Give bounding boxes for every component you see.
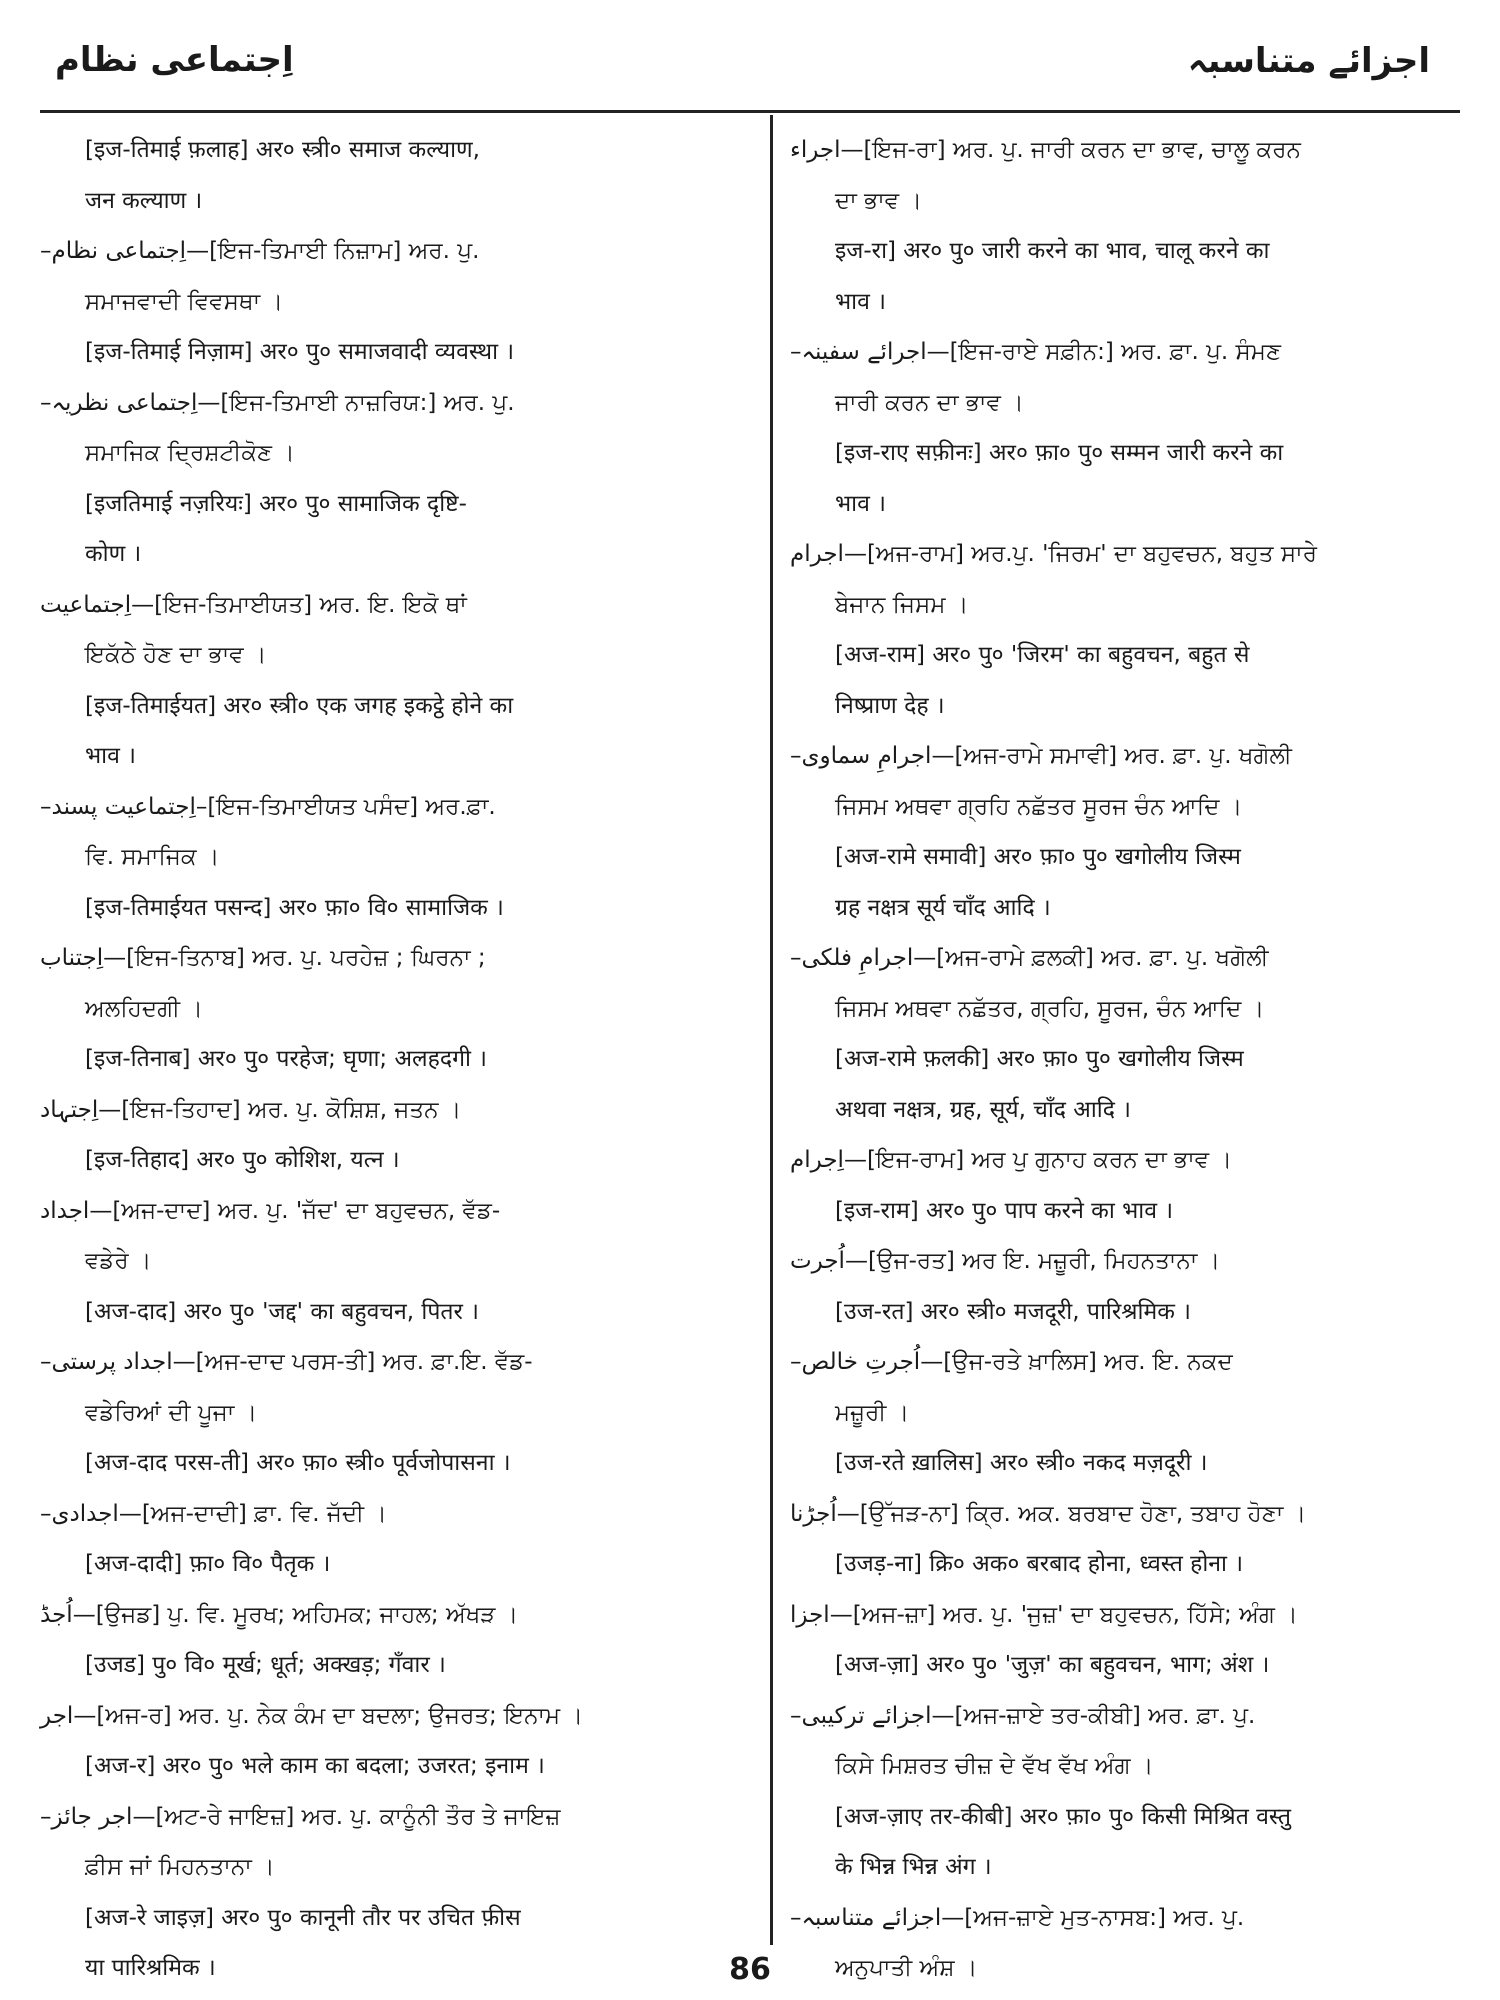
- entry-line: –اجزائے ترکیبی—[ਅਜ-ਜ਼ਾਏ ਤਰ-ਕੀਬੀ] ਅਰ. ਫ਼ਾ. ਪੁ.: [790, 1702, 1256, 1729]
- entry-line: –اجر جائز—[ਅਟ-ਰੇ ਜਾਇਜ਼] ਅਰ. ਪੁ. ਕਾਨੂੰਨੀ ਤੌਰ ਤੇ ਜਾਇਜ਼: [40, 1803, 561, 1830]
- entry-line: इज-रा] अर० पु० जारी करने का भाव, चालू करने का: [835, 238, 1270, 264]
- entry-line: अथवा नक्षत्र, ग्रह, सूर्य, चाँद आदि ।: [835, 1096, 1132, 1123]
- dictionary-entry: [40, 1186, 750, 1287]
- entry-line: اِجتہاد—[ਇਜ-ਤਿਹਾਦ] ਅਰ. ਪੁ. ਕੋਸ਼ਿਸ਼, ਜਤਨ ।: [40, 1096, 462, 1123]
- entry-line: اُجرت—[ਉਜ-ਰਤ] ਅਰ ਇ. ਮਜ਼ੂਰੀ, ਮਿਹਨਤਾਨਾ ।: [790, 1248, 1221, 1274]
- running-head-left: اِجتماعی نظام: [55, 40, 294, 80]
- hindi-gloss: [790, 630, 1460, 731]
- entry-line: –اِجتماعیت پسند–[ਇਜ-ਤਿਮਾਈਯਤ ਪਸੰਦ] ਅਰ.ਫ਼ਾ.: [40, 793, 496, 820]
- entry-line: –اجدادی—[ਅਜ-ਦਾਦੀ] ਫ਼ਾ. ਵਿ. ਜੱਦੀ ।: [40, 1500, 387, 1527]
- entry-line: –اجزائے متناسبہ—[ਅਜ-ਜ਼ਾਏ ਮੁਤ-ਨਾਸਬ:] ਅਰ. ਪੁ.: [790, 1904, 1245, 1931]
- entry-line: भाव ।: [835, 490, 886, 517]
- entry-line: निष्प्राण देह ।: [835, 692, 945, 719]
- page-number: 86: [729, 1952, 771, 1987]
- entry-line: اِجرام—[ਇਜ-ਰਾਮ] ਅਰ ਪੁ ਗੁਨਾਹ ਕਰਨ ਦਾ ਭਾਵ ।: [790, 1147, 1232, 1173]
- dictionary-entry: [790, 1337, 1460, 1438]
- entry-line: ਮਜ਼ੂਰੀ ।: [835, 1399, 910, 1426]
- hindi-gloss: [40, 1741, 750, 1792]
- entry-line: –اِجتماعی نظریہ—[ਇਜ-ਤਿਮਾਈ ਨਾਜ਼ਰਿਯ:] ਅਰ. ਪੁ.: [40, 389, 515, 416]
- dictionary-entry: [40, 933, 750, 1034]
- entry-line: ਇਕੱਠੇ ਹੋਣ ਦਾ ਭਾਵ ।: [85, 642, 267, 668]
- hindi-gloss: [40, 327, 750, 378]
- dictionary-entry: [40, 1590, 750, 1641]
- hindi-gloss: [40, 1287, 750, 1338]
- entry-line: –اُجرتِ خالص—[ਉਜ-ਰਤੇ ਖ਼ਾਲਿਸ] ਅਰ. ਇ. ਨਕਦ: [790, 1349, 1233, 1375]
- entry-line: [अज-दादी] फ़ा० वि० पैतृक ।: [85, 1551, 331, 1577]
- entry-line: ਫ਼ੀਸ ਜਾਂ ਮਿਹਨਤਾਨਾ ।: [85, 1854, 275, 1880]
- entry-line: اجداد—[ਅਜ-ਦਾਦ] ਅਰ. ਪੁ. 'ਜੱਦ' ਦਾ ਬਹੁਵਚਨ, ਵੱਡ-: [40, 1197, 501, 1224]
- hindi-gloss: [790, 1792, 1460, 1893]
- hindi-gloss: [40, 125, 750, 226]
- dictionary-entry: [40, 1337, 750, 1438]
- dictionary-entry: [40, 1792, 750, 1893]
- entry-line: ਦਾ ਭਾਵ ।: [835, 187, 923, 214]
- entry-line: या पारिश्रमिक ।: [85, 1955, 216, 1981]
- entry-line: ਜਿਸਮ ਅਥਵਾ ਨਛੱਤਰ, ਗ੍ਰਹਿ, ਸੂਰਜ, ਚੰਨ ਆਦਿ ।: [835, 995, 1265, 1022]
- entry-line: [इज-तिमाईयत] अर० स्त्री० एक जगह इकट्ठे होने का: [85, 692, 514, 719]
- hindi-gloss: [790, 1186, 1460, 1237]
- entry-line: ਵਡੇਰੇ ।: [85, 1248, 152, 1274]
- entry-line: ਸਮਾਜਿਕ ਦ੍ਰਿਸ਼ਟੀਕੋਣ ।: [85, 440, 295, 466]
- entry-line: ਵਡੇਰਿਆਂ ਦੀ ਪੂਜਾ ।: [85, 1399, 258, 1426]
- dictionary-entry: [790, 1489, 1460, 1540]
- entry-line: [इज-तिनाब] अर० पु० परहेज; घृणा; अलहदगी ।: [85, 1046, 487, 1072]
- dictionary-entry: [790, 1691, 1460, 1792]
- dictionary-entry: [790, 1135, 1460, 1186]
- entry-line: कोण ।: [85, 541, 142, 567]
- entry-line: [इज-तिमाई फ़लाह] अर० स्त्री० समाज कल्याण,: [85, 137, 480, 163]
- entry-line: [इज-राए सफ़ीनः] अर० फ़ा० पु० सम्मन जारी करने का: [835, 440, 1284, 466]
- entry-line: اِجتماعیت—[ਇਜ-ਤਿਮਾਈਯਤ] ਅਰ. ਇ. ਇਕੋ ਥਾਂ: [40, 591, 467, 618]
- dictionary-entry: [790, 1590, 1460, 1641]
- entry-line: [उजड़-ना] क्रि० अक० बरबाद होना, ध्वस्त होना ।: [835, 1551, 1244, 1577]
- hindi-gloss: [40, 1640, 750, 1691]
- column-divider: [770, 115, 773, 1945]
- entry-line: [अज-ज़ाए तर-कीबी] अर० फ़ा० पु० किसी मिश्रित वस्तु: [835, 1803, 1291, 1830]
- hindi-gloss: [40, 1438, 750, 1489]
- entry-line: ਬੇਜਾਨ ਜਿਸਮ ।: [835, 591, 969, 618]
- hindi-gloss: [40, 1539, 750, 1590]
- hindi-gloss: [40, 1034, 750, 1085]
- right-column: [790, 125, 1460, 1981]
- entry-line: [अज-रामे फ़लकी] अर० फ़ा० पु० खगोलीय जिस्म: [835, 1046, 1244, 1072]
- entry-line: ਅਲਹਿਦਗੀ ।: [85, 995, 203, 1022]
- entry-line: اجر—[ਅਜ-ਰ] ਅਰ. ਪੁ. ਨੇਕ ਕੰਮ ਦਾ ਬਦਲਾ; ਉਜਰਤ; ਇਨਾਮ ।: [40, 1702, 584, 1729]
- entry-line: اُجڑنا—[ਉੱਜੜ-ਨਾ] ਕ੍ਰਿ. ਅਕ. ਬਰਬਾਦ ਹੋਣਾ, ਤਬਾਹ ਹੋਣਾ ।: [790, 1500, 1307, 1527]
- entry-line: [इज-तिहाद] अर० पु० कोशिश, यत्न ।: [85, 1147, 400, 1173]
- dictionary-entry: [790, 529, 1460, 630]
- entry-line: اُجڈ—[ਉਜਡ] ਪੁ. ਵਿ. ਮੂਰਖ; ਅਹਿਮਕ; ਜਾਹਲ; ਅੱਖੜ ।: [40, 1601, 519, 1628]
- dictionary-entry: [790, 327, 1460, 428]
- entry-line: [अज-रे जाइज़] अर० पु० कानूनी तौर पर उचित फ़ीस: [85, 1904, 521, 1931]
- entry-line: –اجداد پرستی—[ਅਜ-ਦਾਦ ਪਰਸ-ਤੀ] ਅਰ. ਫ਼ਾ.ਇ. ਵੱਡ-: [40, 1349, 533, 1375]
- entry-line: [अज-दाद] अर० पु० 'जद्द' का बहुवचन, पितर ।: [85, 1298, 479, 1325]
- hindi-gloss: [40, 1135, 750, 1186]
- dictionary-entry: [40, 1489, 750, 1540]
- left-column: [40, 125, 750, 1981]
- entry-line: [उज-रते ख़ालिस] अर० स्त्री० नकद मज़दूरी ।: [835, 1450, 1208, 1476]
- dictionary-entry: [40, 580, 750, 681]
- dictionary-entry: [40, 782, 750, 883]
- dictionary-entry: [790, 125, 1460, 226]
- dictionary-entry: [790, 933, 1460, 1034]
- entry-line: [अज-ज़ा] अर० पु० 'जुज़' का बहुवचन, भाग; अंश ।: [835, 1652, 1270, 1678]
- entry-line: ਕਿਸੇ ਮਿਸ਼ਰਤ ਚੀਜ਼ ਦੇ ਵੱਖ ਵੱਖ ਅੰਗ ।: [835, 1753, 1154, 1779]
- entry-line: ਜਿਸਮ ਅਥਵਾ ਗ੍ਰਹਿ ਨਛੱਤਰ ਸੂਰਜ ਚੰਨ ਆਦਿ ।: [835, 793, 1243, 820]
- entry-line: [इज-तिमाई निज़ाम] अर० पु० समाजवादी व्यवस्था ।: [85, 339, 515, 365]
- dictionary-entry: [40, 226, 750, 327]
- hindi-gloss: [790, 1287, 1460, 1338]
- entry-line: –اجرامِ سماوی—[ਅਜ-ਰਾਮੇ ਸਮਾਵੀ] ਅਰ. ਫ਼ਾ. ਪੁ. ਖਗੋਲੀ: [790, 743, 1292, 769]
- entry-line: اجزا—[ਅਜ-ਜ਼ਾ] ਅਰ. ਪੁ. 'ਜੁਜ਼' ਦਾ ਬਹੁਵਚਨ, ਹਿੱਸੇ; ਅੰਗ ।: [790, 1601, 1298, 1628]
- entry-line: اجراء—[ਇਜ-ਰਾ] ਅਰ. ਪੁ. ਜਾਰੀ ਕਰਨ ਦਾ ਭਾਵ, ਚਾਲੂ ਕਰਨ: [790, 137, 1301, 163]
- entry-line: [इज-राम] अर० पु० पाप करने का भाव ।: [835, 1197, 1174, 1224]
- entry-line: اِجتناب—[ਇਜ-ਤਿਨਾਬ] ਅਰ. ਪੁ. ਪਰਹੇਜ਼ ; ਘਿਰਨਾ ;: [40, 945, 486, 971]
- hindi-gloss: [790, 428, 1460, 529]
- header-rule: [40, 110, 1460, 113]
- entry-line: –اجرامِ فلکی—[ਅਜ-ਰਾਮੇ ਫ਼ਲਕੀ] ਅਰ. ਫ਼ਾ. ਪੁ. ਖਗੋਲੀ: [790, 945, 1269, 971]
- entry-line: [इज-तिमाईयत पसन्द] अर० फ़ा० वि० सामाजिक ।: [85, 894, 504, 921]
- dictionary-entry: [40, 1691, 750, 1742]
- entry-line: जन कल्याण ।: [85, 187, 203, 214]
- entry-line: ਅਨੁਪਾਤੀ ਅੰਸ਼ ।: [835, 1955, 978, 1981]
- entry-line: भाव ।: [85, 743, 136, 769]
- entry-line: ਸਮਾਜਵਾਦੀ ਵਿਵਸਥਾ ।: [85, 288, 283, 315]
- hindi-gloss: [40, 479, 750, 580]
- entry-line: [अज-रामे समावी] अर० फ़ा० पु० खगोलीय जिस्म: [835, 844, 1241, 870]
- entry-line: –اجرائے سفینہ—[ਇਜ-ਰਾਏ ਸਫ਼ੀਨ:] ਅਰ. ਫ਼ਾ. ਪੁ. ਸੰਮਣ: [790, 339, 1281, 365]
- hindi-gloss: [790, 1539, 1460, 1590]
- entry-line: [अज-दाद परस-ती] अर० फ़ा० स्त्री० पूर्वजोपासना ।: [85, 1450, 511, 1476]
- entry-line: –اِجتماعی نظام—[ਇਜ-ਤਿਮਾਈ ਨਿਜ਼ਾਮ] ਅਰ. ਪੁ.: [40, 238, 480, 264]
- hindi-gloss: [790, 832, 1460, 933]
- entry-line: [उज-रत] अर० स्त्री० मजदूरी, पारिश्रमिक ।: [835, 1298, 1191, 1325]
- hindi-gloss: [790, 226, 1460, 327]
- entry-line: [इजतिमाई नज़रियः] अर० पु० सामाजिक दृष्टि-: [85, 490, 467, 517]
- hindi-gloss: [790, 1438, 1460, 1489]
- entry-line: ਜਾਰੀ ਕਰਨ ਦਾ ਭਾਵ ।: [835, 389, 1024, 416]
- entry-line: ग्रह नक्षत्र सूर्य चाँद आदि ।: [835, 894, 1051, 921]
- entry-line: [उजड] पु० वि० मूर्ख; धूर्त; अक्खड़; गँवार ।: [85, 1652, 446, 1678]
- entry-line: اجرام—[ਅਜ-ਰਾਮ] ਅਰ.ਪੁ. 'ਜਿਰਮ' ਦਾ ਬਹੁਵਚਨ, ਬਹੁਤ ਸਾਰੇ: [790, 541, 1317, 567]
- entry-line: भाव ।: [835, 288, 886, 315]
- hindi-gloss: [40, 681, 750, 782]
- dictionary-entry: [40, 378, 750, 479]
- entry-line: के भिन्न भिन्न अंग ।: [835, 1854, 992, 1880]
- dictionary-entry: [40, 1085, 750, 1136]
- hindi-gloss: [790, 1034, 1460, 1135]
- hindi-gloss: [790, 1640, 1460, 1691]
- entry-line: ਵਿ. ਸਮਾਜਿਕ ।: [85, 844, 220, 870]
- hindi-gloss: [40, 883, 750, 934]
- entry-line: [अज-राम] अर० पु० 'जिरम' का बहुवचन, बहुत से: [835, 642, 1250, 668]
- running-head-right: اجزائے متناسبہ: [1187, 41, 1430, 81]
- dictionary-entry: [790, 731, 1460, 832]
- entry-line: [अज-र] अर० पु० भले काम का बदला; उजरत; इनाम ।: [85, 1753, 545, 1779]
- dictionary-entry: [790, 1236, 1460, 1287]
